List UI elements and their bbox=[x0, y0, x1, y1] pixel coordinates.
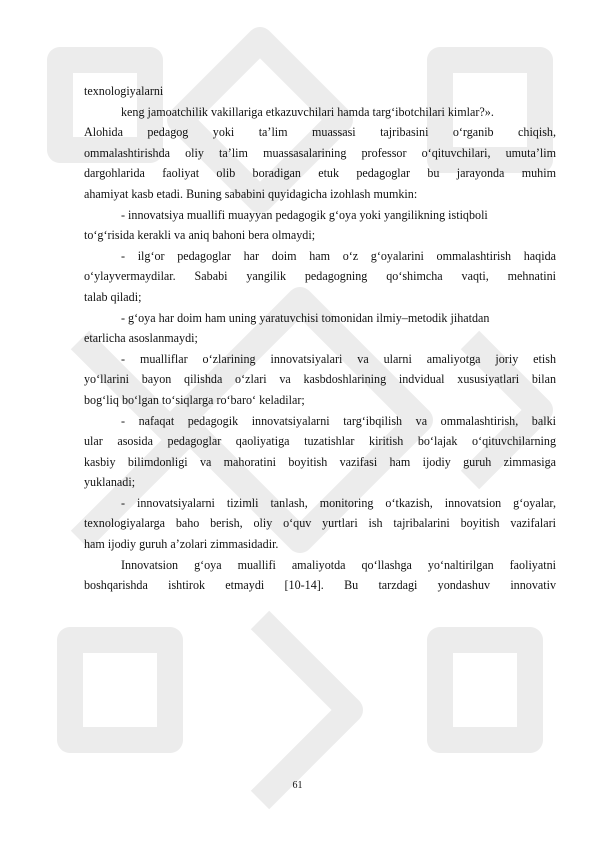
document-body bbox=[84, 81, 556, 596]
text-line: Alohida pedagog yoki ta’lim muassasi tajribasini o‘rganib chiqish, bbox=[84, 125, 556, 140]
text-line: - mualliflar o‘zlarining innovatsiyalari va ularni amaliyotga joriy etish bbox=[121, 351, 556, 366]
text-line: - innovatsiya muallifi muayyan pedagogik g‘oya yoki yangilikning istiqboli bbox=[121, 207, 488, 222]
text-line: yuklanadi; bbox=[84, 475, 136, 490]
text-line: boshqarishda ishtirok etmaydi [10-14]. Bu tarzdagi yondashuv innovativ bbox=[84, 578, 556, 593]
text-line: - nafaqat pedagogik innovatsiyalarni targ‘ibqilish va ommalashtirish, balki bbox=[121, 413, 556, 428]
text-line: etarlicha asoslanmaydi; bbox=[84, 331, 198, 346]
text-line: ham ijodiy guruh a’zolari zimmasidadir. bbox=[84, 537, 279, 552]
text-line: texnologiyalarni bbox=[84, 84, 164, 98]
text-line: kasbiy bilimdonligi va mahoratini boyitish vazifasi ham ijodiy guruh zimmasiga bbox=[84, 454, 556, 469]
text-line: dargohlarida faoliyat olib boradigan etuk pedagoglar bu jarayonda muhim bbox=[84, 166, 556, 181]
text-line: keng jamoatchilik vakillariga etkazuvchilari hamda targ‘ibotchilari kimlar?». bbox=[121, 104, 494, 119]
text-line: texnologiyalarga baho berish, oliy o‘quv yurtlari ish tajribalarini boyitish vazifalari bbox=[84, 516, 556, 531]
text-line: - ilg‘or pedagoglar har doim ham o‘z g‘oyalarini ommalashtirish haqida bbox=[121, 248, 556, 263]
text-line: Innovatsion g‘oya muallifi amaliyotda qo‘llashga yo‘naltirilgan faoliyatni bbox=[121, 557, 556, 572]
text-line: yo‘llarini bayon qilishda o‘zlari va kasbdoshlarining indvidual xususiyatlari bilan bbox=[84, 372, 556, 387]
text-line: ommalashtirishda oliy ta’lim muassasalarining professor o‘qituvchilari, umuta’lim bbox=[84, 145, 556, 160]
text-line: talab qiladi; bbox=[84, 289, 142, 304]
text-line: ahamiyat kasb etadi. Buning sababini quyidagicha izohlash mumkin: bbox=[84, 186, 418, 201]
text-line: o‘ylayvermaydilar. Sababi yangilik pedagogning qo‘shimcha vaqti, mehnatini bbox=[84, 269, 556, 284]
text-line: - g‘oya har doim ham uning yaratuvchisi tomonidan ilmiy–metodik jihatdan bbox=[121, 310, 490, 325]
text-line: to‘g‘risida kerakli va aniq bahoni bera olmaydi; bbox=[84, 228, 316, 243]
text-line: bog‘liq bo‘lgan to‘siqlarga ro‘baro‘ keladilar; bbox=[84, 392, 305, 407]
page-number: 61 bbox=[292, 780, 303, 791]
text-line: ular asosida pedagoglar qaoliyatiga tuzatishlar kiritish bo‘lajak o‘qituvchilarning bbox=[84, 434, 556, 449]
text-line: - innovatsiyalarni tizimli tanlash, monitoring o‘tkazish, innovatsion g‘oyalar, bbox=[121, 495, 556, 510]
